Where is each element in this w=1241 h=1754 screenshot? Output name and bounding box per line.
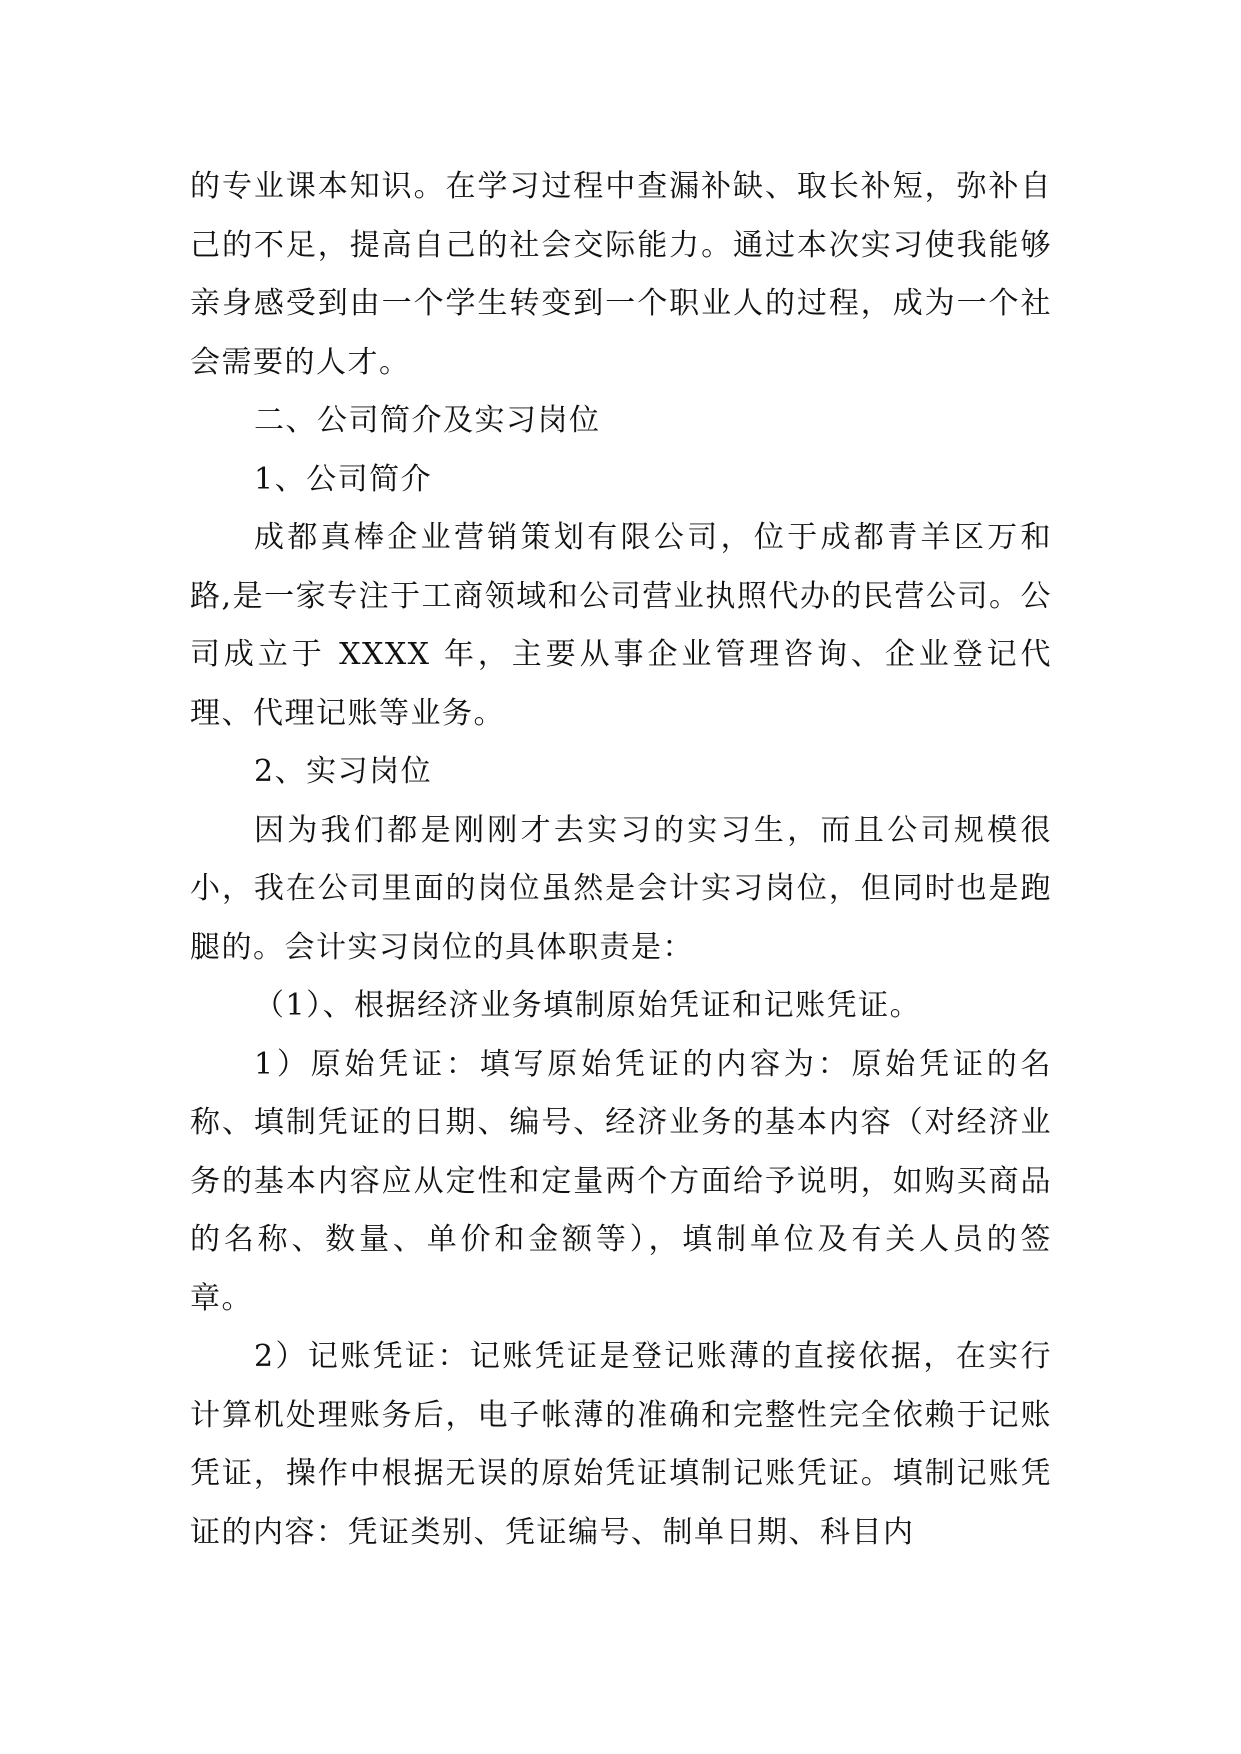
- paragraph-accounting-voucher: 2）记账凭证：记账凭证是登记账薄的直接依据，在实行计算机处理账务后，电子帐薄的准确和完整性完全依赖于记账凭证，操作中根据无误的原始凭证填制记账凭证。填制记账凭证的内容：凭证类别、凭证编号、制单日期、科目内: [190, 1339, 1052, 1550]
- subheading-internship-position: 2、实习岗位: [254, 754, 433, 789]
- paragraph-original-voucher: 1）原始凭证：填写原始凭证的内容为：原始凭证的名称、填制凭证的日期、编号、经济业务的基本内容（对经济业务的基本内容应从定性和定量两个方面给予说明，如购买商品的名称、数量、单价和金额等），填制单位及有关人员的签章。: [190, 1046, 1052, 1316]
- paragraph-company-intro: 成都真棒企业营销策划有限公司，位于成都青羊区万和路,是一家专注于工商领域和公司营业执照代办的民营公司。公司成立于 XXXX 年，主要从事企业管理咨询、企业登记代理、代理记账等业务。: [190, 520, 1052, 731]
- paragraph-position-description: 因为我们都是刚刚才去实习的实习生，而且公司规模很小，我在公司里面的岗位虽然是会计实习岗位，但同时也是跑腿的。会计实习岗位的具体职责是：: [190, 812, 1052, 965]
- subheading-company-intro: 1、公司简介: [254, 461, 433, 497]
- paragraph-intro-continued: 的专业课本知识。在学习过程中查漏补缺、取长补短，弥补自己的不足，提高自己的社会交际能力。通过本次实习使我能够亲身感受到由一个学生转变到一个职业人的过程，成为一个社会需要的人才。: [190, 169, 1052, 380]
- document-page: [190, 158, 1052, 1562]
- list-item-duty-1: （1）、根据经济业务填制原始凭证和记账凭证。: [254, 988, 922, 1023]
- section-heading-company-and-position: 二、公司简介及实习岗位: [254, 403, 601, 438]
